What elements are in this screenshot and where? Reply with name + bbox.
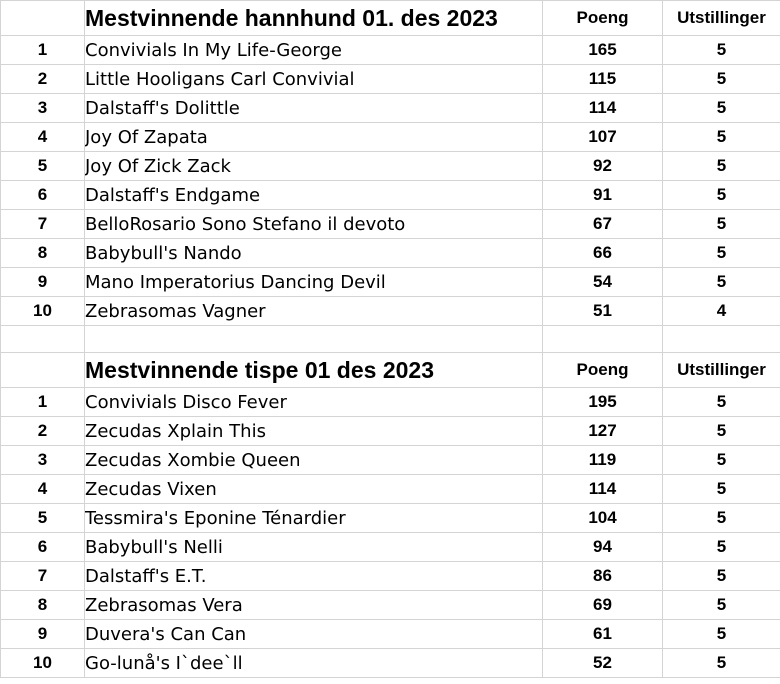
- poeng-cell[interactable]: 66: [543, 239, 663, 268]
- rank-cell[interactable]: 3: [1, 94, 85, 123]
- rank-cell[interactable]: 9: [1, 620, 85, 649]
- table-row: [1, 649, 780, 678]
- dog-name-cell[interactable]: Joy Of Zick Zack: [85, 152, 543, 181]
- utstillinger-cell[interactable]: 5: [663, 388, 780, 417]
- poeng-cell[interactable]: 61: [543, 620, 663, 649]
- poeng-cell[interactable]: 69: [543, 591, 663, 620]
- utstillinger-cell[interactable]: 5: [663, 36, 780, 65]
- utstillinger-cell[interactable]: 5: [663, 94, 780, 123]
- utstillinger-cell[interactable]: 5: [663, 533, 780, 562]
- rank-cell[interactable]: 1: [1, 36, 85, 65]
- table-row: [1, 181, 780, 210]
- poeng-cell[interactable]: 165: [543, 36, 663, 65]
- rank-cell[interactable]: 6: [1, 533, 85, 562]
- table-row: [1, 533, 780, 562]
- poeng-cell[interactable]: 115: [543, 65, 663, 94]
- poeng-cell[interactable]: 195: [543, 388, 663, 417]
- dog-name-cell[interactable]: Zebrasomas Vera: [85, 591, 543, 620]
- dog-name-cell[interactable]: Mano Imperatorius Dancing Devil: [85, 268, 543, 297]
- rank-cell[interactable]: 10: [1, 297, 85, 326]
- poeng-cell[interactable]: 67: [543, 210, 663, 239]
- sheet-body: [1, 1, 780, 678]
- table-row: [1, 268, 780, 297]
- cell-empty[interactable]: [1, 353, 85, 388]
- dog-name-cell[interactable]: Babybull's Nelli: [85, 533, 543, 562]
- rank-cell[interactable]: 6: [1, 181, 85, 210]
- poeng-cell[interactable]: 104: [543, 504, 663, 533]
- rank-cell[interactable]: 2: [1, 417, 85, 446]
- table-row: [1, 123, 780, 152]
- dog-name-cell[interactable]: Zecudas Vixen: [85, 475, 543, 504]
- males-utstillinger-header[interactable]: Utstillinger: [663, 1, 780, 36]
- utstillinger-cell[interactable]: 4: [663, 297, 780, 326]
- utstillinger-cell[interactable]: 5: [663, 591, 780, 620]
- utstillinger-cell[interactable]: 5: [663, 152, 780, 181]
- cell-empty[interactable]: [1, 1, 85, 36]
- utstillinger-cell[interactable]: 5: [663, 181, 780, 210]
- rank-cell[interactable]: 1: [1, 388, 85, 417]
- table-row: [1, 417, 780, 446]
- dog-name-cell[interactable]: Convivials Disco Fever: [85, 388, 543, 417]
- poeng-cell[interactable]: 54: [543, 268, 663, 297]
- utstillinger-cell[interactable]: 5: [663, 239, 780, 268]
- table-row: [1, 591, 780, 620]
- utstillinger-cell[interactable]: 5: [663, 562, 780, 591]
- cell-empty[interactable]: [1, 326, 85, 353]
- table-row: [1, 94, 780, 123]
- table-row: [1, 152, 780, 181]
- dog-name-cell[interactable]: Dalstaff's E.T.: [85, 562, 543, 591]
- table-row: [1, 475, 780, 504]
- poeng-cell[interactable]: 92: [543, 152, 663, 181]
- utstillinger-cell[interactable]: 5: [663, 649, 780, 678]
- rank-cell[interactable]: 4: [1, 475, 85, 504]
- utstillinger-cell[interactable]: 5: [663, 417, 780, 446]
- cell-empty[interactable]: [85, 326, 543, 353]
- utstillinger-cell[interactable]: 5: [663, 446, 780, 475]
- dog-name-cell[interactable]: Zebrasomas Vagner: [85, 297, 543, 326]
- rank-cell[interactable]: 8: [1, 591, 85, 620]
- utstillinger-cell[interactable]: 5: [663, 268, 780, 297]
- dog-name-cell[interactable]: Duvera's Can Can: [85, 620, 543, 649]
- poeng-cell[interactable]: 91: [543, 181, 663, 210]
- rank-cell[interactable]: 2: [1, 65, 85, 94]
- table-row: [1, 504, 780, 533]
- rank-cell[interactable]: 5: [1, 504, 85, 533]
- table-row: [1, 620, 780, 649]
- utstillinger-cell[interactable]: 5: [663, 123, 780, 152]
- table-row: [1, 562, 780, 591]
- rank-cell[interactable]: 7: [1, 562, 85, 591]
- rank-cell[interactable]: 10: [1, 649, 85, 678]
- poeng-cell[interactable]: 52: [543, 649, 663, 678]
- poeng-cell[interactable]: 119: [543, 446, 663, 475]
- poeng-cell[interactable]: 127: [543, 417, 663, 446]
- dog-name-cell[interactable]: BelloRosario Sono Stefano il devoto: [85, 210, 543, 239]
- dog-name-cell[interactable]: Go-lunå's I`dee`ll: [85, 649, 543, 678]
- dog-name-cell[interactable]: Tessmira's Eponine Ténardier: [85, 504, 543, 533]
- females-utstillinger-header[interactable]: Utstillinger: [663, 353, 780, 388]
- utstillinger-cell[interactable]: 5: [663, 210, 780, 239]
- table-row: [1, 388, 780, 417]
- poeng-cell[interactable]: 114: [543, 94, 663, 123]
- dog-name-cell[interactable]: Dalstaff's Dolittle: [85, 94, 543, 123]
- table-row: [1, 65, 780, 94]
- rank-cell[interactable]: 8: [1, 239, 85, 268]
- poeng-cell[interactable]: 114: [543, 475, 663, 504]
- females-header-row: [1, 353, 780, 388]
- poeng-cell[interactable]: 107: [543, 123, 663, 152]
- table-row: [1, 36, 780, 65]
- rank-cell[interactable]: 9: [1, 268, 85, 297]
- rank-cell[interactable]: 5: [1, 152, 85, 181]
- cell-empty[interactable]: [543, 326, 663, 353]
- utstillinger-cell[interactable]: 5: [663, 620, 780, 649]
- dog-name-cell[interactable]: Little Hooligans Carl Convivial: [85, 65, 543, 94]
- males-title[interactable]: Mestvinnende hannhund 01. des 2023: [85, 1, 543, 36]
- dog-name-cell[interactable]: Babybull's Nando: [85, 239, 543, 268]
- table-row: [1, 446, 780, 475]
- rank-cell[interactable]: 4: [1, 123, 85, 152]
- table-row: [1, 239, 780, 268]
- rank-cell[interactable]: 3: [1, 446, 85, 475]
- utstillinger-cell[interactable]: 5: [663, 475, 780, 504]
- utstillinger-cell[interactable]: 5: [663, 65, 780, 94]
- poeng-cell[interactable]: 94: [543, 533, 663, 562]
- dog-name-cell[interactable]: Joy Of Zapata: [85, 123, 543, 152]
- cell-empty[interactable]: [663, 326, 780, 353]
- dog-name-cell[interactable]: Zecudas Xplain This: [85, 417, 543, 446]
- females-poeng-header[interactable]: Poeng: [543, 353, 663, 388]
- males-header-row: [1, 1, 780, 36]
- blank-row: [1, 326, 780, 353]
- table-row: [1, 297, 780, 326]
- poeng-cell[interactable]: 51: [543, 297, 663, 326]
- rank-cell[interactable]: 7: [1, 210, 85, 239]
- dog-name-cell[interactable]: Zecudas Xombie Queen: [85, 446, 543, 475]
- dog-name-cell[interactable]: Convivials In My Life-George: [85, 36, 543, 65]
- utstillinger-cell[interactable]: 5: [663, 504, 780, 533]
- poeng-cell[interactable]: 86: [543, 562, 663, 591]
- dog-name-cell[interactable]: Dalstaff's Endgame: [85, 181, 543, 210]
- females-title[interactable]: Mestvinnende tispe 01 des 2023: [85, 353, 543, 388]
- table-row: [1, 210, 780, 239]
- males-poeng-header[interactable]: Poeng: [543, 1, 663, 36]
